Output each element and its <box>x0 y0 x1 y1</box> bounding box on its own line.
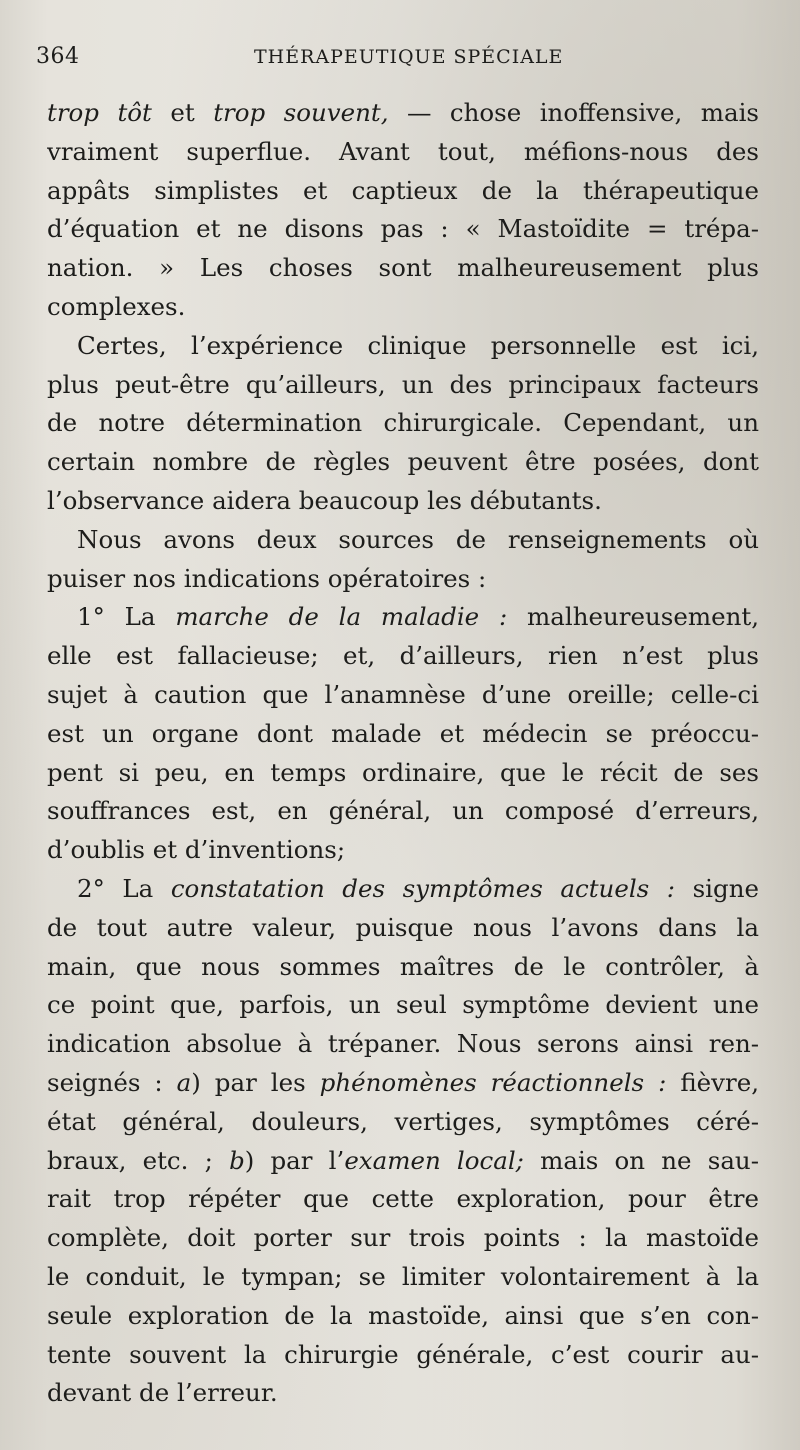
text-line: Nous avons deux sources de renseignements où <box>77 524 759 554</box>
text-line: appâts simplistes et captieux de la thérapeutique <box>47 175 759 205</box>
text-line: rait trop répéter que cette exploration, pour être <box>47 1184 759 1214</box>
text-line: est un organe dont malade et médecin se préoccu- <box>47 718 759 748</box>
italic-run: marche de la maladie : <box>175 602 508 632</box>
text-line: elle est fallacieuse; et, d’ailleurs, rien n’est plus <box>47 641 759 671</box>
italic-run: b <box>229 1145 245 1175</box>
text-line: plus peut-être qu’ailleurs, un des principaux facteurs <box>47 369 759 399</box>
text-run: ) par l’ <box>244 1145 345 1175</box>
italic-run: examen local; <box>344 1145 524 1175</box>
text-line: vraiment superflue. Avant tout, méfions-nous des <box>47 136 759 166</box>
text-line: d’équation et ne disons pas : « Mastoïdite = trépa- <box>47 214 759 244</box>
text-line <box>47 598 759 637</box>
text-line <box>47 870 759 909</box>
page-header <box>36 44 750 74</box>
text-line <box>47 1142 759 1181</box>
text-run: ) par les <box>191 1067 320 1097</box>
page-number: 364 <box>36 44 80 69</box>
text-line: de tout autre valeur, puisque nous l’avons dans la <box>47 912 759 942</box>
italic-run: phénomènes réactionnels : <box>319 1067 667 1097</box>
text-line: pent si peu, en temps ordinaire, que le récit de ses <box>47 757 759 787</box>
text-line: seule exploration de la mastoïde, ainsi que s’en con- <box>47 1300 759 1330</box>
text-run: braux, etc. ; <box>47 1145 230 1175</box>
text-run: mais on ne sau- <box>523 1145 759 1175</box>
text-run: malheureusement, <box>507 602 759 632</box>
text-line: devant de l’erreur. <box>47 1378 278 1408</box>
text-run: signe <box>675 873 759 903</box>
text-run: 1° La <box>77 602 176 632</box>
text-run: fièvre, <box>666 1067 759 1097</box>
running-head: THÉRAPEUTIQUE SPÉCIALE <box>254 46 564 68</box>
text-line: souffrances est, en général, un composé d’erreurs, <box>47 796 759 826</box>
text-line: de notre détermination chirurgicale. Cependant, un <box>47 408 759 438</box>
text-line: indication absolue à trépaner. Nous serons ainsi ren- <box>47 1029 759 1059</box>
text-line: tente souvent la chirurgie générale, c’est courir au- <box>47 1339 759 1369</box>
italic-run: constatation des symptômes actuels : <box>170 873 676 903</box>
text-run: seignés : <box>47 1067 177 1097</box>
text-line <box>47 1064 759 1103</box>
text-line: complète, doit porter sur trois points : la mastoïde <box>47 1223 759 1253</box>
text-line: ce point que, parfois, un seul symptôme devient une <box>47 990 759 1020</box>
text-line: d’oublis et d’inventions; <box>47 835 346 865</box>
text-run: 2° La <box>77 873 171 903</box>
text-line: nation. » Les choses sont malheureusement plus <box>47 253 759 283</box>
text-run: et <box>151 98 214 127</box>
text-line: main, que nous sommes maîtres de le contrôler, à <box>47 951 759 981</box>
text-line <box>47 94 759 133</box>
text-line: Certes, l’expérience clinique personnelle est ici, <box>77 330 759 360</box>
text-line: certain nombre de règles peuvent être posées, dont <box>47 447 759 477</box>
italic-run: trop souvent, <box>213 98 389 127</box>
text-line: sujet à caution que l’anamnèse d’une oreille; celle-ci <box>47 679 759 709</box>
text-line: puiser nos indications opératoires : <box>47 563 487 593</box>
text-line: complexes. <box>47 291 186 321</box>
italic-run: trop tôt <box>47 98 152 127</box>
text-line: le conduit, le tympan; se limiter volontairement à la <box>47 1261 759 1291</box>
italic-run: a <box>176 1067 192 1097</box>
body-text <box>47 94 759 1413</box>
text-line: état général, douleurs, vertiges, symptômes céré- <box>47 1106 759 1136</box>
text-run: — chose inoffensive, mais <box>388 98 759 127</box>
text-line: l’observance aidera beaucoup les débutants. <box>47 485 602 515</box>
